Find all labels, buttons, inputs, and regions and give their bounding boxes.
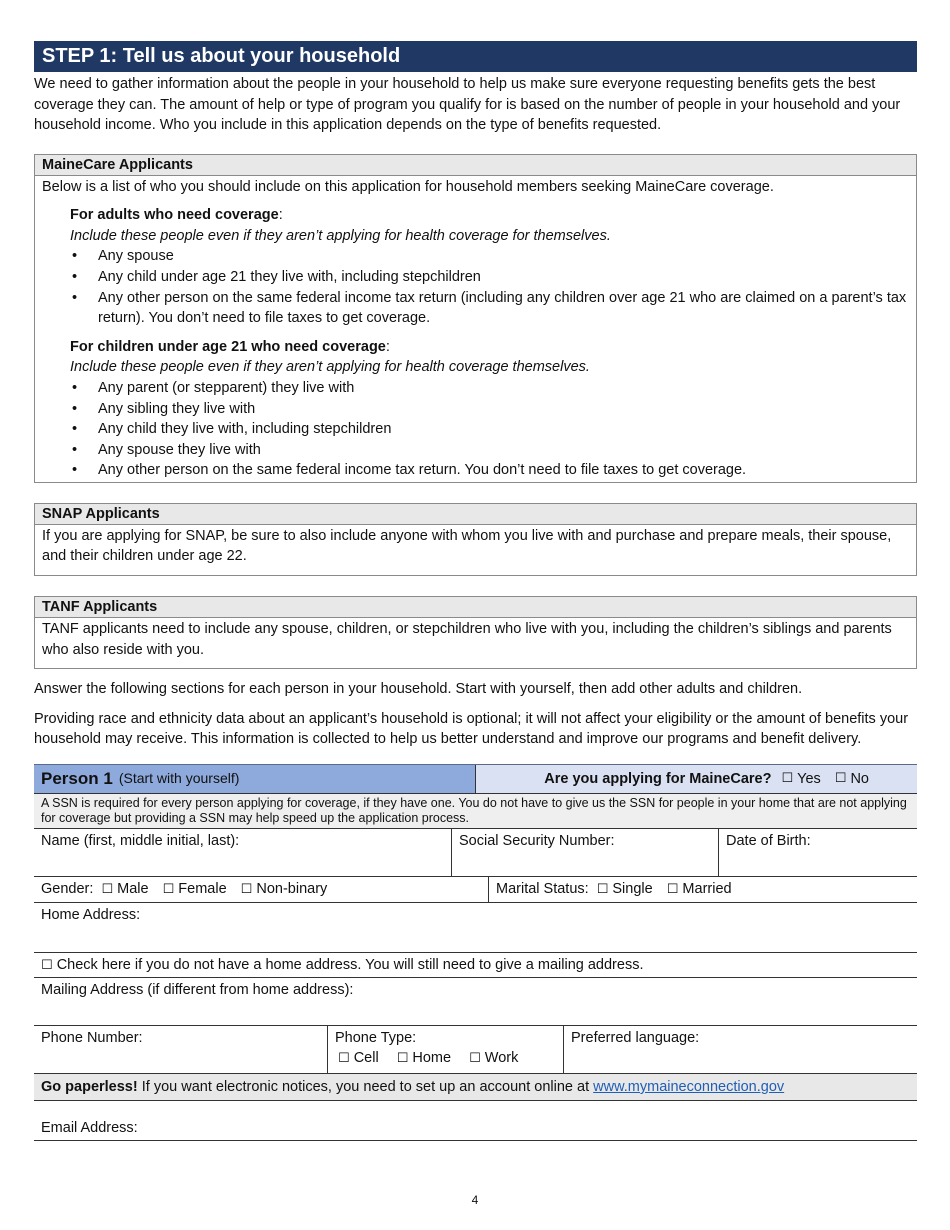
list-item: • Any other person on the same federal income tax return. You don’t need to file taxes to get coverage. bbox=[42, 460, 909, 481]
children-note: Include these people even if they aren’t applying for health coverage themselves. bbox=[70, 359, 590, 376]
email-field[interactable]: Email Address: bbox=[41, 1119, 138, 1136]
no-home-address-option: ☐ Check here if you do not have a home address. You will still need to give a mailing address. bbox=[41, 956, 644, 973]
paperless-notice: Go paperless! If you want electronic notices, you need to set up an account online at www.mymaineconnection.gov bbox=[34, 1074, 917, 1102]
home-address-field[interactable]: Home Address: bbox=[41, 906, 141, 923]
snap-body: If you are applying for SNAP, be sure to also include anyone with whom you live with and purchase and prepare meals, their spouse, and their children under age 22. bbox=[42, 527, 892, 565]
mainecare-question: Are you applying for MaineCare? ☐ Yes ☐ No bbox=[476, 765, 917, 793]
marital-married-checkbox[interactable]: ☐ bbox=[666, 881, 679, 897]
phone-cell-checkbox[interactable]: ☐ bbox=[338, 1051, 350, 1067]
mainecare-yes-checkbox[interactable]: ☐ bbox=[781, 770, 794, 786]
form-page bbox=[34, 41, 917, 1141]
adults-note: Include these people even if they aren’t applying for health coverage for themselves. bbox=[70, 227, 611, 244]
dob-field[interactable]: Date of Birth: bbox=[726, 832, 811, 849]
mymaineconnection-link[interactable]: www.mymaineconnection.gov bbox=[593, 1078, 785, 1095]
person-1-form bbox=[34, 764, 917, 1142]
gender-nonbinary-checkbox[interactable]: ☐ bbox=[240, 881, 253, 897]
list-item: • Any parent (or stepparent) they live with bbox=[42, 378, 909, 399]
gender-field: Gender: ☐ Male ☐ Female ☐ Non-binary bbox=[34, 877, 489, 902]
phone-home-checkbox[interactable]: ☐ bbox=[396, 1051, 409, 1067]
preferred-language-field[interactable]: Preferred language: bbox=[571, 1029, 700, 1046]
adults-heading: For adults who need coverage bbox=[70, 207, 279, 224]
tanf-title: TANF Applicants bbox=[35, 597, 916, 618]
snap-title: SNAP Applicants bbox=[35, 504, 916, 525]
snap-section bbox=[34, 503, 917, 576]
step-intro: We need to gather information about the people in your household to help us make sure everyone requesting benefits gets the best coverage they can. The amount of help or type of program you qualify for is based on the number of people in your household and your household income. Who you include in this application depends on the type of benefits requested. bbox=[34, 76, 901, 134]
page-number: 4 bbox=[471, 1193, 479, 1207]
mainecare-title: MaineCare Applicants bbox=[35, 155, 916, 176]
mainecare-section: MaineCare Applicants Below is a list of who you should include on this application for household members seeking MaineCare coverage. For adults who need coverage: Include these people even if they aren’t applying for health coverage for themselves. • Any spouse • Any child under age 21 they live with, including stepchildren • Any other person on the same federal income tax return (including any children over age 21 who are claimed on a parent’s tax return). You don’t need to file taxes to get coverage. For children under age 21 who need coverage: Include these people even if they aren’t applying for health coverage themselves. • Any parent (or stepparent) they live with • Any sibling they live with • Any child they live with, including stepchildren • Any spouse they live with • Any other person on the same federal income tax return. You don’t need to file taxes to get coverage. bbox=[34, 154, 917, 483]
tanf-section bbox=[34, 596, 917, 669]
name-field[interactable]: Name (first, middle initial, last): bbox=[34, 829, 452, 876]
list-item: • Any child they live with, including stepchildren bbox=[42, 419, 909, 440]
list-item: • Any other person on the same federal income tax return (including any children over age 21 who are claimed on a parent’s tax return). You don’t need to file taxes to get coverage. bbox=[42, 288, 909, 329]
no-home-address-checkbox[interactable]: ☐ bbox=[41, 957, 53, 973]
answer-instructions: Answer the following sections for each person in your household. Start with yourself, then add other adults and children. bbox=[34, 681, 803, 698]
ssn-note: A SSN is required for every person applying for coverage, if they have one. You do not have to give us the SSN for people in your home that are not applying for coverage but providing a SSN may help speed up the application process. bbox=[34, 794, 917, 829]
adults-list bbox=[42, 246, 909, 328]
tanf-body: TANF applicants need to include any spouse, children, or stepchildren who live with you, including the children’s siblings and parents who also reside with you. bbox=[42, 620, 892, 658]
mainecare-intro: Below is a list of who you should include on this application for household members seeking MaineCare coverage. bbox=[42, 178, 774, 195]
race-notice: Providing race and ethnicity data about an applicant’s household is optional; it will not affect your eligibility or the amount of benefits your household may receive. This information is collected to help us better understand and improve our programs and benefit delivery. bbox=[34, 710, 909, 748]
phone-work-checkbox[interactable]: ☐ bbox=[469, 1051, 481, 1067]
person-header bbox=[34, 765, 476, 793]
list-item: • Any spouse bbox=[42, 246, 909, 267]
mainecare-no-checkbox[interactable]: ☐ bbox=[834, 770, 847, 786]
children-list bbox=[42, 378, 909, 481]
list-item: • Any child under age 21 they live with, including stepchildren bbox=[42, 267, 909, 288]
mailing-address-field[interactable]: Mailing Address (if different from home address): bbox=[41, 981, 354, 998]
phone-number-field[interactable]: Phone Number: bbox=[34, 1026, 328, 1073]
marital-single-checkbox[interactable]: ☐ bbox=[596, 881, 609, 897]
phone-type-field: Phone Type: ☐ Cell ☐ Home ☐ Work bbox=[328, 1026, 564, 1073]
list-item: • Any spouse they live with bbox=[42, 440, 909, 461]
marital-field: Marital Status: ☐ Single ☐ Married bbox=[496, 880, 732, 897]
gender-female-checkbox[interactable]: ☐ bbox=[162, 881, 175, 897]
person-title: Person 1 bbox=[41, 768, 113, 788]
ssn-field[interactable]: Social Security Number: bbox=[452, 829, 719, 876]
children-heading: For children under age 21 who need coverage bbox=[70, 338, 386, 355]
step-title: STEP 1: Tell us about your household bbox=[34, 41, 917, 72]
list-item: • Any sibling they live with bbox=[42, 399, 909, 420]
gender-male-checkbox[interactable]: ☐ bbox=[101, 881, 114, 897]
person-subtitle: (Start with yourself) bbox=[118, 769, 240, 786]
